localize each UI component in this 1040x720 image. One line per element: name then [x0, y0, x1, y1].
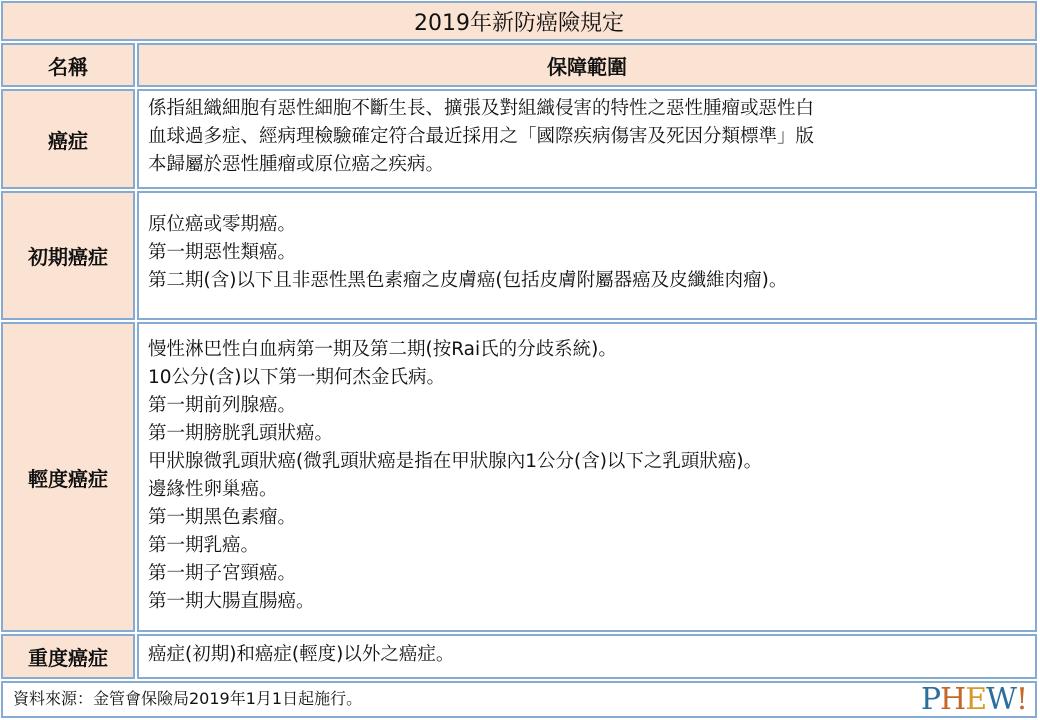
content-line: 慢性淋巴性白血病第一期及第二期(按Rai氏的分歧系統)。 [148, 339, 617, 360]
row-content-severe [137, 634, 1037, 679]
phew-logo: PHEW! [920, 682, 1027, 717]
content-line: 第一期惡性類癌。 [148, 242, 297, 263]
row-label-early: 初期癌症 [1, 191, 135, 320]
content-line: 係指組織細胞有惡性細胞不斷生長、擴張及對組織侵害的特性之惡性腫瘤或惡性白 [148, 98, 815, 119]
content-line: 血球過多症、經病理檢驗確定符合最近採用之「國際疾病傷害及死因分類標準」版 [148, 126, 815, 147]
row-label-severe: 重度癌症 [1, 634, 135, 679]
row-label-cancer: 癌症 [1, 89, 135, 189]
content-line: 第一期膀胱乳頭狀癌。 [148, 423, 334, 444]
content-line: 第一期子宮頸癌。 [148, 563, 297, 584]
table-title: 2019年新防癌險規定 [1, 1, 1037, 41]
row-content-mild [137, 322, 1037, 632]
content-line: 第二期(含)以下且非惡性黑色素瘤之皮膚癌(包括皮膚附屬器癌及皮纖維肉瘤)。 [148, 270, 788, 291]
content-line: 癌症(初期)和癌症(輕度)以外之癌症。 [148, 644, 455, 665]
content-line: 原位癌或零期癌。 [148, 214, 297, 235]
source-text: 資料來源：金管會保險局2019年1月1日起施行。 [13, 689, 363, 708]
content-line: 第一期前列腺癌。 [148, 395, 297, 416]
source-footer [1, 681, 1037, 718]
row-label-mild: 輕度癌症 [1, 322, 135, 632]
content-line: 10公分(含)以下第一期何杰金氏病。 [148, 367, 445, 388]
content-line: 第一期大腸直腸癌。 [148, 591, 315, 612]
content-line: 第一期乳癌。 [148, 535, 260, 556]
content-line: 邊緣性卵巢癌。 [148, 479, 278, 500]
content-line: 甲狀腺微乳頭狀癌(微乳頭狀癌是指在甲狀腺內1公分(含)以下之乳頭狀癌)。 [148, 451, 763, 472]
content-line: 第一期黑色素瘤。 [148, 507, 297, 528]
row-content-early [137, 191, 1037, 320]
content-line: 本歸屬於惡性腫瘤或原位癌之疾病。 [148, 154, 445, 175]
header-scope: 保障範圍 [137, 43, 1037, 87]
row-content-cancer [137, 89, 1037, 189]
header-name: 名稱 [1, 43, 135, 87]
